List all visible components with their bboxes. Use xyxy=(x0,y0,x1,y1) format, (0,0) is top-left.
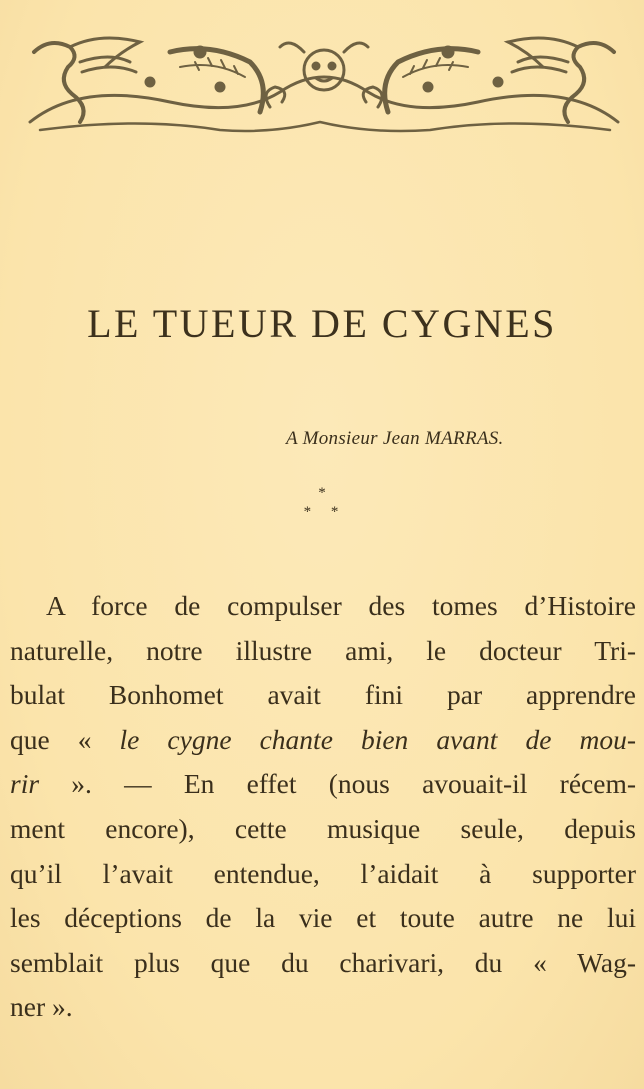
text-line: bulat Bonhomet avait fini par apprendre xyxy=(10,679,636,711)
text-line: A force de compulser des tomes d’Histoire xyxy=(46,590,636,621)
chapter-title: LE TUEUR DE CYGNES xyxy=(87,301,557,346)
text-line: semblait plus que du charivari, du « Wag- xyxy=(10,946,636,978)
asterism-separator xyxy=(0,484,644,522)
asterism-row-2: * * xyxy=(303,504,347,520)
text-line: que « le cygne chante bien avant de mou- xyxy=(10,723,636,755)
ornamental-headpiece-icon xyxy=(20,22,628,134)
text-line: ment encore), cette musique seule, depuis xyxy=(10,812,636,844)
italic-quote: rir xyxy=(10,768,40,800)
asterism-row-1: * xyxy=(318,485,326,501)
text-line: ner ». xyxy=(10,991,73,1023)
dedication: A Monsieur Jean MARRAS. xyxy=(286,428,504,449)
text-line: naturelle, notre illustre ami, le docteur Tri- xyxy=(10,634,636,666)
text-line: qu’il l’avait entendue, l’aidait à supporter xyxy=(10,857,636,889)
text-line: les déceptions de la vie et toute autre ne lui xyxy=(10,902,636,934)
italic-quote: le cygne chante bien avant de mou- xyxy=(119,723,636,755)
text-line: rir ». — En effet (nous avouait-il récem- xyxy=(10,768,636,800)
body-paragraph xyxy=(10,584,636,1030)
